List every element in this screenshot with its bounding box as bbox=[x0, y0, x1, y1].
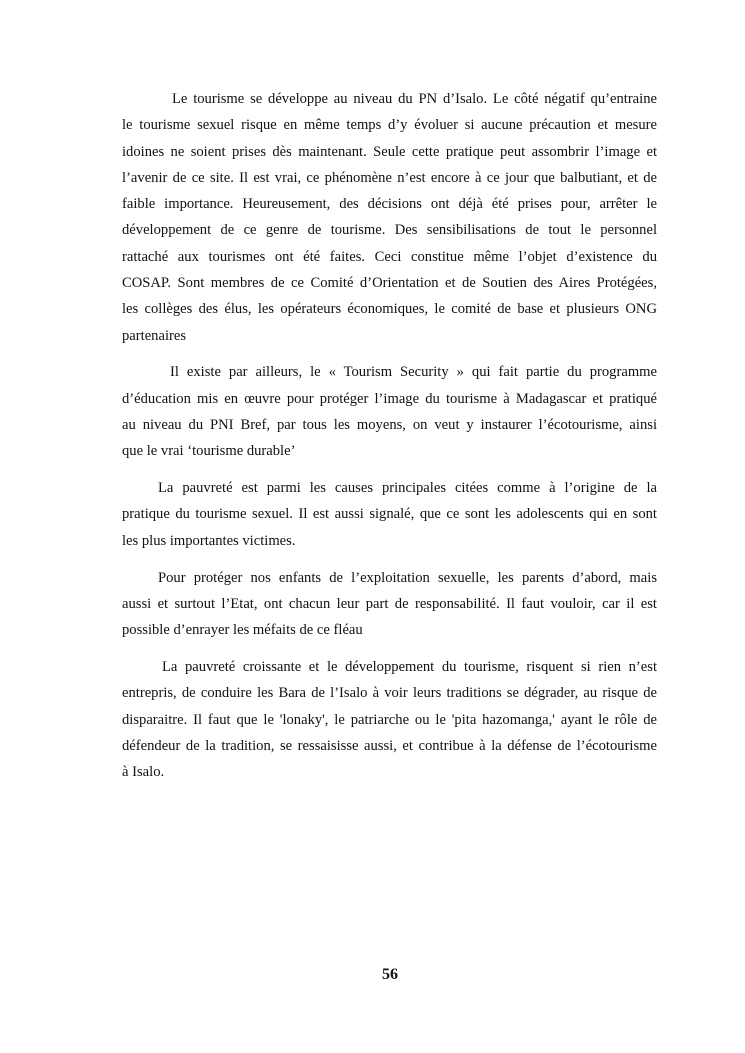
text-line: possible d’enrayer les méfaits de ce fléau bbox=[122, 622, 363, 639]
text-line: La pauvreté croissante et le développement du tourisme, risquent si rien n’est bbox=[162, 658, 657, 675]
paragraph bbox=[122, 86, 657, 349]
paragraph bbox=[122, 565, 657, 644]
text-line: l’avenir de ce site. Il est vrai, ce phénomène n’est encore à ce jour que balbutiant, et de bbox=[122, 169, 657, 186]
text-line: La pauvreté est parmi les causes principales citées comme à l’origine de la bbox=[158, 480, 657, 497]
text-line: entrepris, de conduire les Bara de l’Isalo à voir leurs traditions se dégrader, au risque de bbox=[122, 685, 657, 702]
text-line: défendeur de la tradition, se ressaisisse aussi, et contribue à la défense de l’écotourisme bbox=[122, 737, 657, 754]
text-line: que le vrai ‘tourisme durable’ bbox=[122, 443, 296, 460]
text-line: rattaché aux tourismes ont été faites. Ceci constitue même l’objet d’existence du bbox=[122, 248, 657, 265]
text-line: COSAP. Sont membres de ce Comité d’Orientation et de Soutien des Aires Protégées, bbox=[122, 275, 657, 292]
text-line: Le tourisme se développe au niveau du PN d’Isalo. Le côté négatif qu’entraine bbox=[172, 91, 657, 107]
text-line: les collèges des élus, les opérateurs économiques, le comité de base et plusieurs ONG bbox=[122, 301, 657, 318]
text-line: partenaires bbox=[122, 327, 187, 344]
text-line: les plus importantes victimes. bbox=[122, 532, 296, 549]
text-line: Pour protéger nos enfants de l’exploitation sexuelle, les parents d’abord, mais bbox=[158, 569, 657, 586]
text-line: aussi et surtout l’Etat, ont chacun leur part de responsabilité. Il faut vouloir, car il est bbox=[122, 595, 657, 612]
text-line: faible importance. Heureusement, des décisions ont déjà été prises pour, arrêter le bbox=[122, 196, 657, 213]
document-body bbox=[122, 86, 657, 796]
paragraph bbox=[122, 654, 657, 785]
text-line: disparaitre. Il faut que le 'lonaky', le patriarche ou le 'pita hazomanga,' ayant le rôle de bbox=[122, 711, 657, 728]
paragraph bbox=[122, 475, 657, 554]
text-line: idoines ne soient prises dès maintenant. Seule cette pratique peut assombrir l’image et bbox=[122, 143, 657, 160]
text-line: Il existe par ailleurs, le « Tourism Security » qui fait partie du programme bbox=[170, 364, 657, 381]
text-line: d’éducation mis en œuvre pour protéger l’image du tourisme à Madagascar et pratiqué bbox=[122, 390, 657, 407]
text-line: à Isalo. bbox=[122, 764, 165, 781]
text-line: au niveau du PNI Bref, par tous les moyens, on veut y instaurer l’écotourisme, ainsi bbox=[122, 417, 657, 434]
text-line: le tourisme sexuel risque en même temps d’y évoluer si aucune précaution et mesure bbox=[122, 117, 657, 134]
text-line: pratique du tourisme sexuel. Il est aussi signalé, que ce sont les adolescents qui en sont bbox=[122, 506, 657, 523]
paragraph bbox=[122, 359, 657, 464]
page-number: 56 bbox=[382, 966, 398, 983]
text-line: développement de ce genre de tourisme. Des sensibilisations de tout le personnel bbox=[122, 222, 657, 239]
